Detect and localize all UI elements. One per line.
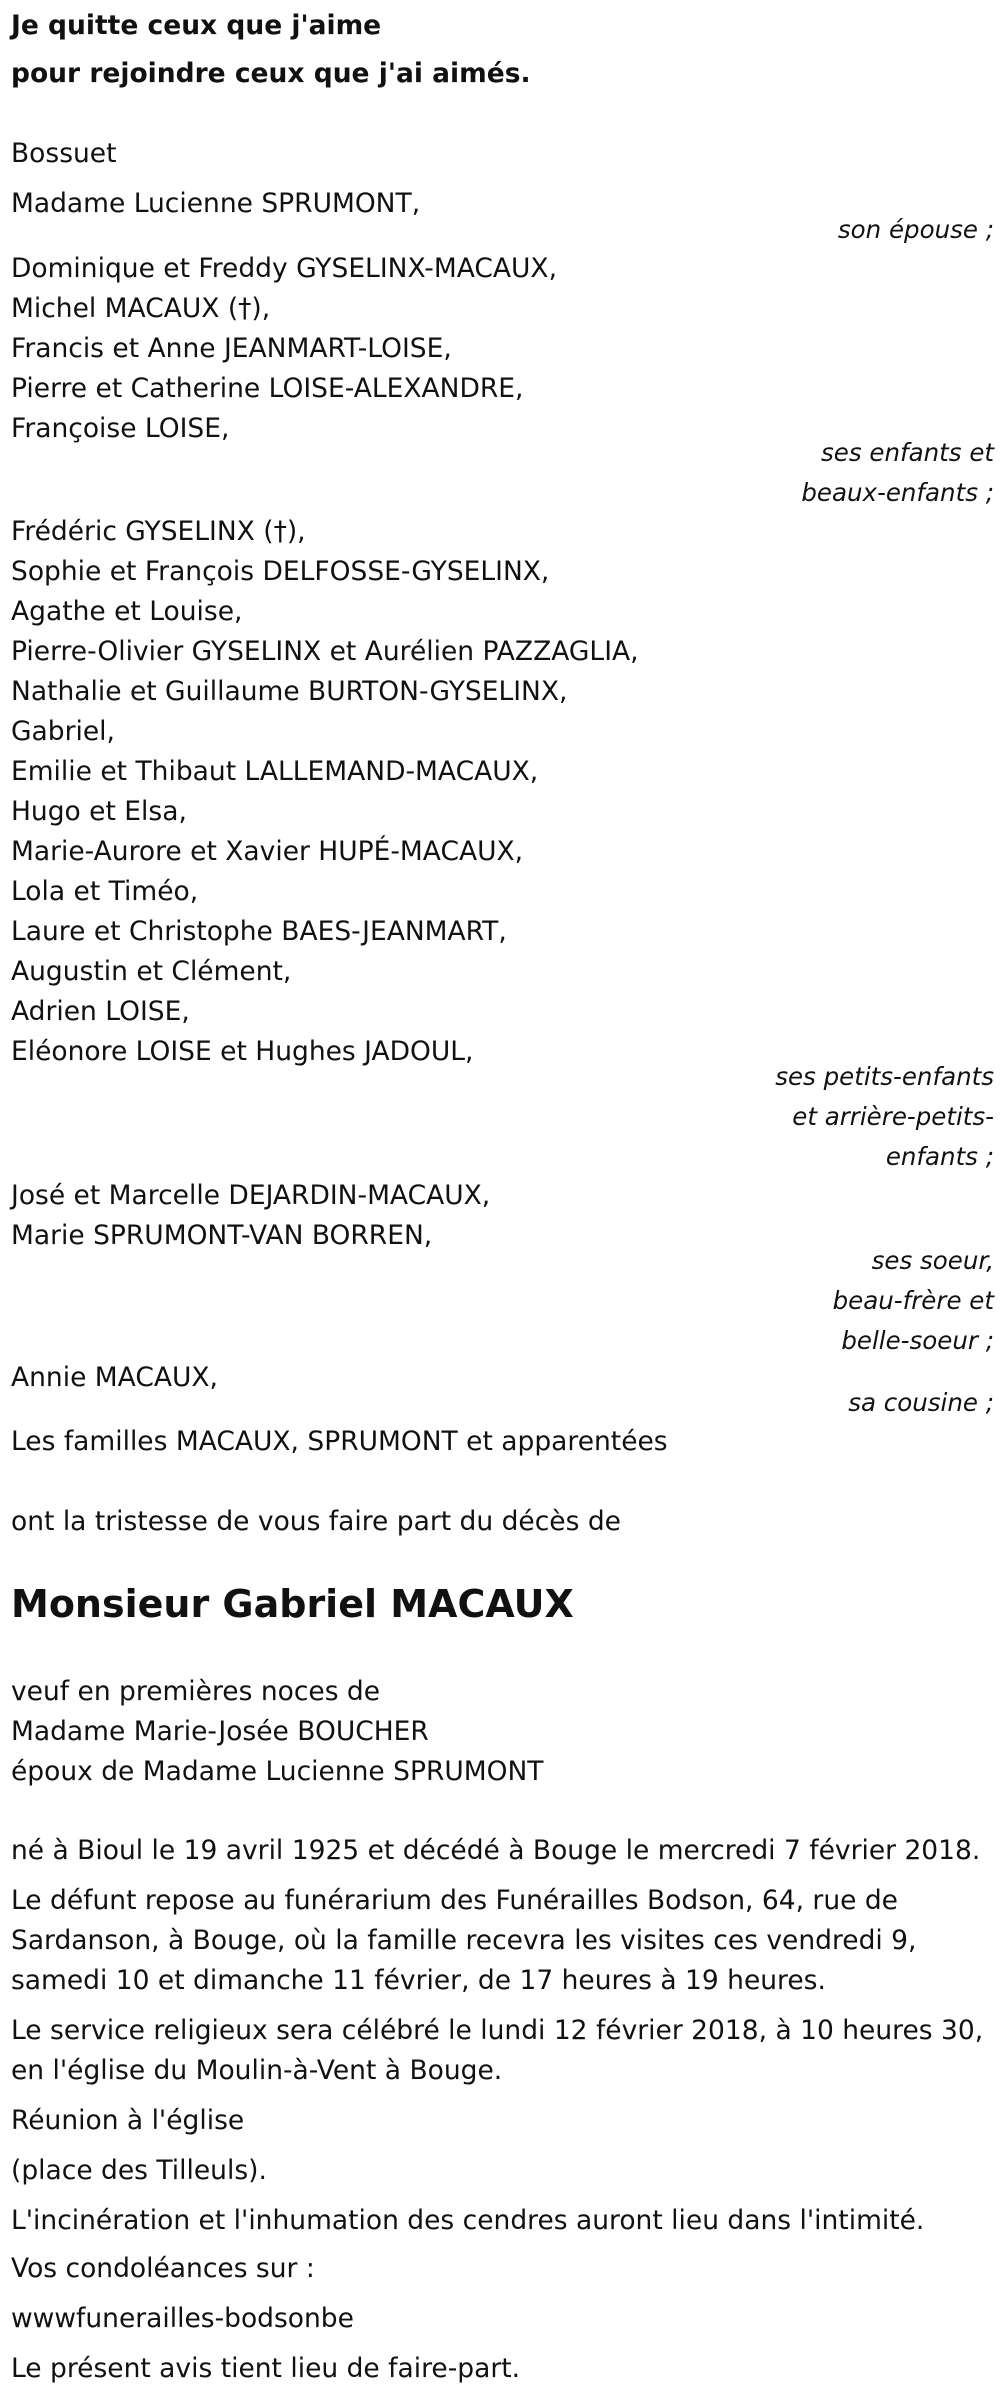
gathering-line: (place des Tilleuls). [11,2155,267,2186]
child-line: Françoise LOISE, [11,413,230,444]
child-line: Michel MACAUX (†), [11,293,271,324]
grandchildren-role-2: et arrière-petits- [792,1102,994,1131]
notice-line: Le présent avis tient lieu de faire-part. [11,2353,521,2384]
families-line: Les familles MACAUX, SPRUMONT et apparentées [11,1426,668,1457]
sibling-line: José et Marcelle DEJARDIN-MACAUX, [11,1180,491,1211]
grandchild-line: Adrien LOISE, [11,996,190,1027]
cousin-name: Annie MACAUX, [11,1362,218,1393]
cousin-role: sa cousine ; [848,1388,994,1417]
children-role-1: ses enfants et [821,438,994,467]
funeral-home-line: Sardanson, à Bouge, où la famille recevra les visites ces vendredi 9, [11,1925,917,1956]
announcement-line: ont la tristesse de vous faire part du décès de [11,1506,621,1537]
quote-line-1: Je quitte ceux que j'aime [11,10,382,41]
quote-line-2: pour rejoindre ceux que j'ai aimés. [11,58,531,89]
grandchild-line: Sophie et François DELFOSSE-GYSELINX, [11,556,550,587]
sibling-line: Marie SPRUMONT-VAN BORREN, [11,1220,433,1251]
birth-death-line: né à Bioul le 19 avril 1925 et décédé à Bouge le mercredi 7 février 2018. [11,1835,981,1866]
condolences-line: Vos condoléances sur : [11,2253,315,2284]
funeral-home-line: Le défunt repose au funérarium des Funérailles Bodson, 64, rue de [11,1885,898,1916]
grandchild-line: Frédéric GYSELINX (†), [11,516,306,547]
siblings-role-3: belle-soeur ; [841,1326,994,1355]
gathering-line: Réunion à l'église [11,2105,245,2136]
funeral-home-line: samedi 10 et dimanche 11 février, de 17 heures à 19 heures. [11,1965,826,1996]
child-line: Francis et Anne JEANMART-LOISE, [11,333,452,364]
child-line: Pierre et Catherine LOISE-ALEXANDRE, [11,373,524,404]
service-line: en l'église du Moulin-à-Vent à Bouge. [11,2055,503,2086]
marital-line: veuf en premières noces de [11,1676,381,1707]
cremation-line: L'incinération et l'inhumation des cendres auront lieu dans l'intimité. [11,2205,925,2236]
grandchild-line: Agathe et Louise, [11,596,243,627]
grandchildren-role-1: ses petits-enfants [775,1062,994,1091]
grandchild-line: Laure et Christophe BAES-JEANMART, [11,916,507,947]
grandchild-line: Emilie et Thibaut LALLEMAND-MACAUX, [11,756,539,787]
children-role-2: beaux-enfants ; [801,478,994,507]
grandchild-line: Hugo et Elsa, [11,796,187,827]
grandchild-line: Marie-Aurore et Xavier HUPÉ-MACAUX, [11,836,524,867]
child-line: Dominique et Freddy GYSELINX-MACAUX, [11,253,557,284]
spouse-role: son épouse ; [837,215,994,244]
grandchild-line: Eléonore LOISE et Hughes JADOUL, [11,1036,474,1067]
service-line: Le service religieux sera célébré le lundi 12 février 2018, à 10 heures 30, [11,2015,984,2046]
grandchild-line: Gabriel, [11,716,115,747]
marital-line: Madame Marie-Josée BOUCHER [11,1716,429,1747]
deceased-name: Monsieur Gabriel MACAUX [11,1582,574,1626]
grandchild-line: Augustin et Clément, [11,956,292,987]
grandchildren-role-3: enfants ; [885,1142,994,1171]
grandchild-line: Pierre-Olivier GYSELINX et Aurélien PAZZAGLIA, [11,636,639,667]
marital-line: époux de Madame Lucienne SPRUMONT [11,1756,544,1787]
siblings-role-1: ses soeur, [871,1246,994,1275]
website-link[interactable]: wwwfunerailles-bodsonbe [11,2303,354,2334]
grandchild-line: Nathalie et Guillaume BURTON-GYSELINX, [11,676,568,707]
grandchild-line: Lola et Timéo, [11,876,199,907]
spouse-name: Madame Lucienne SPRUMONT, [11,188,421,219]
place-name: Bossuet [11,138,117,169]
siblings-role-2: beau-frère et [832,1286,994,1315]
